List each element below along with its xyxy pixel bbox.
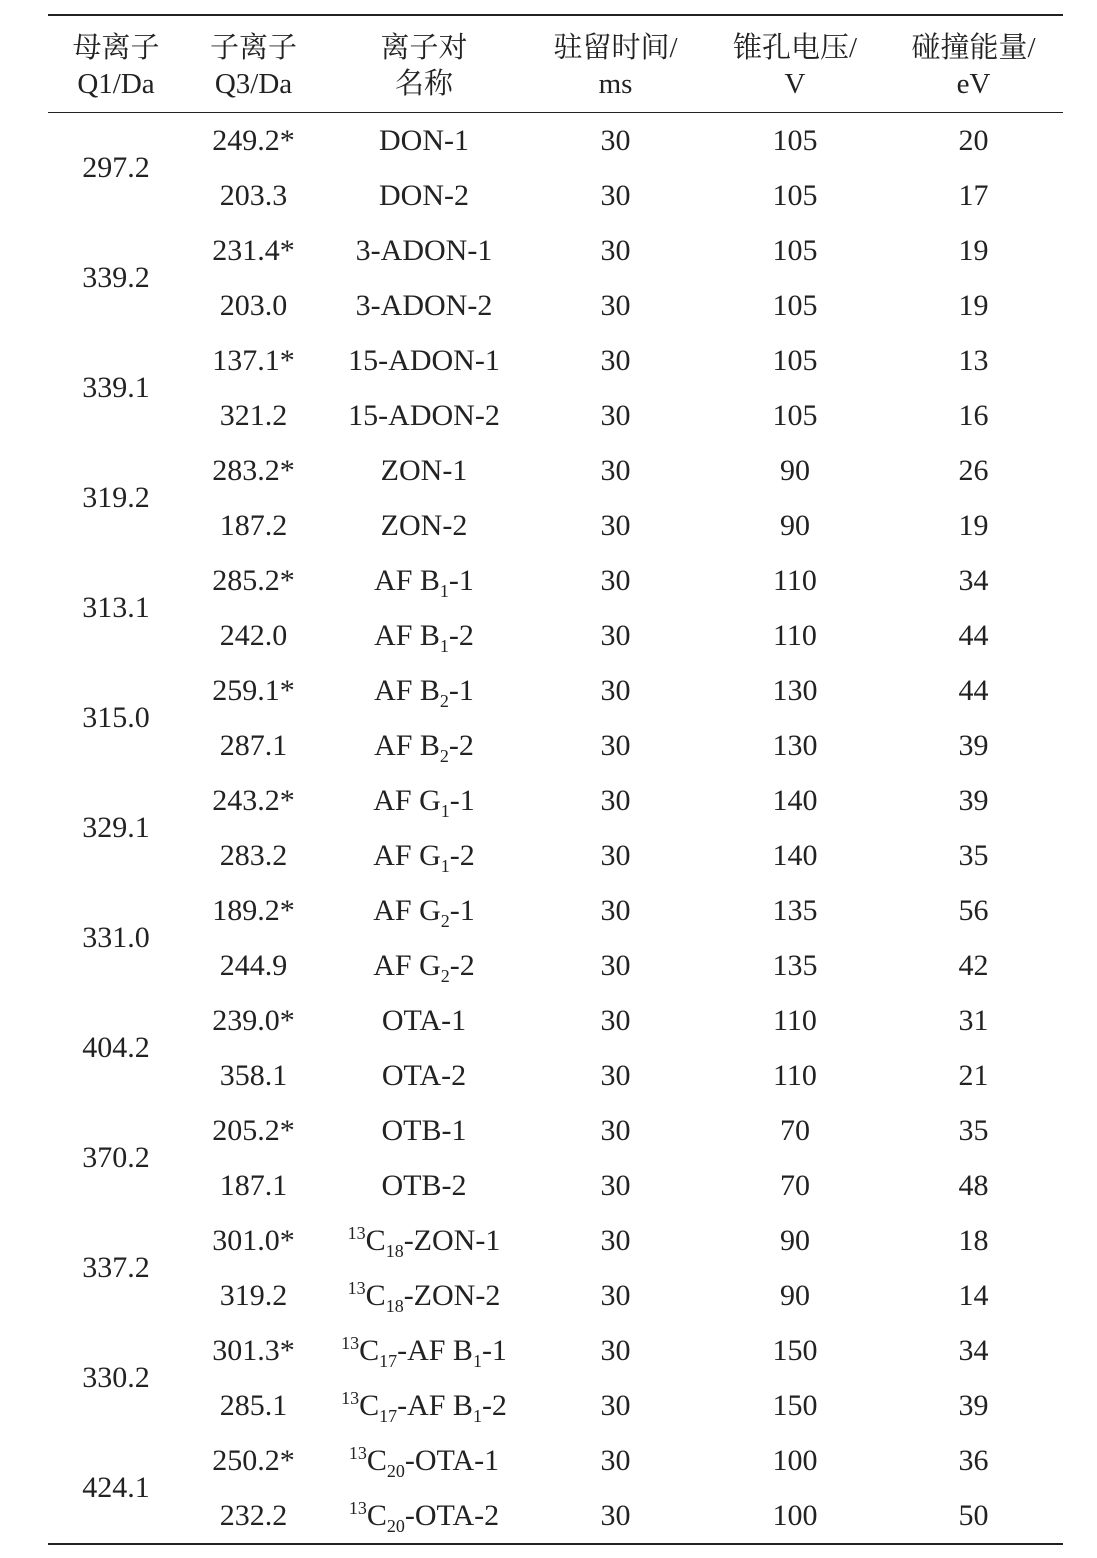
ion-pair-name-text: OTB-1 xyxy=(381,1113,467,1147)
dwell-time-cell: 30 xyxy=(600,1278,631,1312)
mrm-parameters-table xyxy=(48,14,1063,1545)
collision-energy-cell: 48 xyxy=(958,1168,989,1202)
precursor-ion-cell: 404.2 xyxy=(82,1031,150,1064)
collision-energy-cell: 20 xyxy=(958,123,989,157)
collision-energy-cell: 19 xyxy=(958,233,989,267)
ion-pair-name-cell xyxy=(323,718,525,773)
table-row xyxy=(48,938,1063,993)
product-ion-cell: 232.2 xyxy=(184,1488,323,1544)
product-ion-cell: 137.1* xyxy=(212,343,295,377)
cone-voltage-cell: 135 xyxy=(772,948,818,982)
ion-pair-name-suffix: -OTA-1 xyxy=(404,1443,500,1477)
table-row xyxy=(48,718,1063,773)
collision-energy-cell: 13 xyxy=(958,343,989,377)
table-row xyxy=(48,1378,1063,1433)
cone-voltage-cell: 100 xyxy=(772,1443,818,1477)
product-ion-cell: 285.2* xyxy=(212,563,295,597)
collision-energy-cell: 19 xyxy=(958,288,989,322)
product-ion-cell: 249.2* xyxy=(212,123,295,157)
subscript: 1 xyxy=(472,1350,482,1371)
table-body xyxy=(48,113,1063,1545)
dwell-time-cell: 30 xyxy=(600,233,631,267)
table-row xyxy=(48,168,1063,223)
ion-pair-name-text: ZON-1 xyxy=(380,453,468,487)
dwell-time-cell: 30 xyxy=(600,508,631,542)
product-ion-cell: 242.0 xyxy=(219,618,288,652)
collision-energy-cell: 44 xyxy=(958,618,989,652)
table-row xyxy=(48,663,1063,718)
ion-pair-name-cell xyxy=(323,1268,525,1323)
product-ion-cell: 287.1 xyxy=(219,728,288,762)
ion-pair-name-text: 3-ADON-1 xyxy=(355,233,493,267)
dwell-time-cell: 30 xyxy=(600,1168,631,1202)
ion-pair-name-suffix: -ZON-2 xyxy=(403,1278,501,1312)
precursor-ion-cell: 337.2 xyxy=(82,1251,150,1284)
dwell-time-cell: 30 xyxy=(600,1223,631,1257)
header-collision-energy: 碰撞能量/ eV xyxy=(884,15,1063,113)
collision-energy-cell: 56 xyxy=(958,893,989,927)
dwell-time-cell: 30 xyxy=(600,1333,631,1367)
ion-pair-name-prefix: C xyxy=(366,1498,387,1532)
precursor-ion-cell: 319.2 xyxy=(82,481,150,514)
table-row xyxy=(48,1103,1063,1158)
table-row xyxy=(48,553,1063,608)
ion-pair-name-suffix: -2 xyxy=(449,838,475,872)
table-row xyxy=(48,1048,1063,1103)
dwell-time-cell: 30 xyxy=(600,618,631,652)
ion-pair-name-prefix: AF B xyxy=(374,618,440,652)
ion-pair-name-cell xyxy=(323,168,525,223)
ion-pair-name-suffix: -1 xyxy=(448,563,474,597)
product-ion-cell: 189.2* xyxy=(212,893,295,927)
dwell-time-cell: 30 xyxy=(600,1443,631,1477)
cone-voltage-cell: 90 xyxy=(780,1223,810,1257)
ion-pair-name-cell xyxy=(323,443,525,498)
dwell-time-cell: 30 xyxy=(600,123,631,157)
ion-pair-name-text: DON-2 xyxy=(379,178,469,212)
cone-voltage-cell: 70 xyxy=(780,1113,810,1147)
dwell-time-cell: 30 xyxy=(600,288,631,322)
header-dwell-time: 驻留时间/ ms xyxy=(525,15,706,113)
precursor-ion-cell: 329.1 xyxy=(82,811,150,844)
table-row xyxy=(48,1158,1063,1213)
cone-voltage-cell: 90 xyxy=(780,1278,810,1312)
ion-pair-name-suffix: -2 xyxy=(448,618,474,652)
dwell-time-cell: 30 xyxy=(600,1058,631,1092)
ion-pair-name-prefix: AF G xyxy=(373,893,441,927)
precursor-ion-cell: 315.0 xyxy=(82,701,150,734)
precursor-ion-cell: 330.2 xyxy=(82,1361,150,1394)
ion-pair-name-cell xyxy=(323,1158,525,1213)
table-row xyxy=(48,388,1063,443)
product-ion-cell: 187.1 xyxy=(219,1168,288,1202)
ion-pair-name-cell xyxy=(323,1433,525,1488)
subscript: 2 xyxy=(439,745,449,766)
ion-pair-name-cell xyxy=(323,1103,525,1158)
cone-voltage-cell: 105 xyxy=(772,288,818,322)
ion-pair-name-cell xyxy=(323,1213,525,1268)
ion-pair-name-suffix: -1 xyxy=(449,893,475,927)
ion-pair-name-cell xyxy=(323,608,525,663)
collision-energy-cell: 26 xyxy=(958,453,989,487)
ion-pair-name-prefix: C xyxy=(359,1333,380,1367)
ion-pair-name-prefix: AF G xyxy=(373,783,441,817)
precursor-ion-cell: 339.1 xyxy=(82,371,150,404)
subscript: 1 xyxy=(472,1405,482,1426)
ion-pair-name-middle: -AF B xyxy=(397,1333,473,1367)
product-ion-cell: 244.9 xyxy=(219,948,288,982)
ion-pair-name-suffix: -2 xyxy=(448,728,474,762)
collision-energy-cell: 50 xyxy=(884,1488,1063,1544)
subscript: 1 xyxy=(440,855,450,876)
cone-voltage-cell: 140 xyxy=(772,783,818,817)
product-ion-cell: 319.2 xyxy=(219,1278,288,1312)
collision-energy-cell: 14 xyxy=(958,1278,989,1312)
header-cone-voltage: 锥孔电压/ V xyxy=(706,15,884,113)
cone-voltage-cell: 110 xyxy=(773,563,817,597)
product-ion-cell: 250.2* xyxy=(212,1443,295,1477)
subscript: 18 xyxy=(385,1295,404,1316)
cone-voltage-cell: 130 xyxy=(772,673,818,707)
product-ion-cell: 243.2* xyxy=(212,783,295,817)
collision-energy-cell: 18 xyxy=(958,1223,989,1257)
table-row xyxy=(48,278,1063,333)
subscript: 1 xyxy=(439,635,449,656)
table-row xyxy=(48,1433,1063,1488)
cone-voltage-cell: 110 xyxy=(773,1058,817,1092)
table-row xyxy=(48,993,1063,1048)
ion-pair-name-suffix: -ZON-1 xyxy=(403,1223,501,1257)
dwell-time-cell: 30 xyxy=(600,178,631,212)
table-row xyxy=(48,1323,1063,1378)
cone-voltage-cell: 70 xyxy=(780,1168,810,1202)
ion-pair-name-prefix: C xyxy=(359,1388,380,1422)
ion-pair-name-prefix: C xyxy=(365,1223,386,1257)
ion-pair-name-text: OTA-2 xyxy=(381,1058,467,1092)
product-ion-cell: 301.3* xyxy=(212,1333,295,1367)
ion-pair-name-prefix: C xyxy=(366,1443,387,1477)
ion-pair-name-cell xyxy=(323,1378,525,1433)
precursor-ion-cell: 297.2 xyxy=(82,151,150,184)
collision-energy-cell: 34 xyxy=(958,1333,989,1367)
cone-voltage-cell: 100 xyxy=(706,1488,884,1544)
collision-energy-cell: 44 xyxy=(958,673,989,707)
ion-pair-name-cell xyxy=(323,1488,525,1544)
ion-pair-name-suffix: -1 xyxy=(449,783,475,817)
cone-voltage-cell: 90 xyxy=(780,508,810,542)
table-header xyxy=(48,15,1063,113)
isotope-superscript: 13 xyxy=(341,1332,360,1353)
ion-pair-name-suffix: -2 xyxy=(449,948,475,982)
table-row xyxy=(48,828,1063,883)
ion-pair-name-cell xyxy=(323,223,525,278)
ion-pair-name-cell xyxy=(323,553,525,608)
cone-voltage-cell: 140 xyxy=(772,838,818,872)
collision-energy-cell: 35 xyxy=(958,1113,989,1147)
dwell-time-cell: 30 xyxy=(600,838,631,872)
dwell-time-cell: 30 xyxy=(600,1113,631,1147)
subscript: 17 xyxy=(379,1350,398,1371)
table-row xyxy=(48,608,1063,663)
cone-voltage-cell: 105 xyxy=(772,398,818,432)
dwell-time-cell: 30 xyxy=(600,728,631,762)
ion-pair-name-text: DON-1 xyxy=(379,123,469,157)
header-precursor-ion: 母离子 Q1/Da xyxy=(48,15,184,113)
cone-voltage-cell: 130 xyxy=(772,728,818,762)
ion-pair-name-cell xyxy=(323,993,525,1048)
ion-pair-name-cell xyxy=(323,113,525,169)
cone-voltage-cell: 110 xyxy=(773,618,817,652)
table-row xyxy=(48,1268,1063,1323)
ion-pair-name-cell xyxy=(323,388,525,443)
cone-voltage-cell: 105 xyxy=(772,123,818,157)
isotope-superscript: 13 xyxy=(348,1497,367,1518)
ion-pair-name-suffix: -1 xyxy=(481,1333,507,1367)
ion-pair-name-prefix: AF G xyxy=(373,838,441,872)
product-ion-cell: 283.2* xyxy=(212,453,295,487)
cone-voltage-cell: 150 xyxy=(772,1388,818,1422)
ion-pair-name-prefix: AF G xyxy=(373,948,441,982)
subscript: 20 xyxy=(386,1460,405,1481)
subscript: 2 xyxy=(439,690,449,711)
dwell-time-cell: 30 xyxy=(600,783,631,817)
table-row xyxy=(48,1488,1063,1544)
precursor-ion-cell: 331.0 xyxy=(82,921,150,954)
ion-pair-name-cell xyxy=(323,1323,525,1378)
product-ion-cell: 187.2 xyxy=(219,508,288,542)
dwell-time-cell: 30 xyxy=(600,1388,631,1422)
product-ion-cell: 239.0* xyxy=(212,1003,295,1037)
product-ion-cell: 321.2 xyxy=(219,398,288,432)
table-row xyxy=(48,1213,1063,1268)
isotope-superscript: 13 xyxy=(348,1442,367,1463)
collision-energy-cell: 39 xyxy=(958,728,989,762)
ion-pair-name-cell xyxy=(323,938,525,993)
product-ion-cell: 301.0* xyxy=(212,1223,295,1257)
dwell-time-cell: 30 xyxy=(600,673,631,707)
ion-pair-name-text: 15-ADON-1 xyxy=(348,343,500,377)
product-ion-cell: 203.3 xyxy=(219,178,288,212)
header-row xyxy=(48,15,1063,113)
table-row xyxy=(48,498,1063,553)
collision-energy-cell: 17 xyxy=(958,178,989,212)
ion-pair-name-cell xyxy=(323,278,525,333)
ion-pair-name-suffix: -2 xyxy=(481,1388,507,1422)
ion-pair-name-suffix: -OTA-2 xyxy=(404,1498,500,1532)
ion-pair-name-text: 3-ADON-2 xyxy=(355,288,493,322)
dwell-time-cell: 30 xyxy=(600,398,631,432)
cone-voltage-cell: 90 xyxy=(780,453,810,487)
collision-energy-cell: 21 xyxy=(958,1058,989,1092)
ion-pair-name-cell xyxy=(323,498,525,553)
collision-energy-cell: 39 xyxy=(958,783,989,817)
subscript: 1 xyxy=(440,800,450,821)
ion-pair-name-suffix: -1 xyxy=(448,673,474,707)
collision-energy-cell: 19 xyxy=(958,508,989,542)
product-ion-cell: 205.2* xyxy=(212,1113,295,1147)
subscript: 17 xyxy=(379,1405,398,1426)
dwell-time-cell: 30 xyxy=(600,893,631,927)
product-ion-cell: 259.1* xyxy=(212,673,295,707)
ion-pair-name-middle: -AF B xyxy=(397,1388,473,1422)
precursor-ion-cell: 313.1 xyxy=(82,591,150,624)
table-row xyxy=(48,333,1063,388)
ion-pair-name-cell xyxy=(323,828,525,883)
dwell-time-cell: 30 xyxy=(600,453,631,487)
isotope-superscript: 13 xyxy=(341,1387,360,1408)
subscript: 2 xyxy=(440,965,450,986)
cone-voltage-cell: 105 xyxy=(772,343,818,377)
ion-pair-name-prefix: C xyxy=(365,1278,386,1312)
table-row xyxy=(48,773,1063,828)
ion-pair-name-cell xyxy=(323,773,525,828)
cone-voltage-cell: 105 xyxy=(772,233,818,267)
ion-pair-name-text: 15-ADON-2 xyxy=(348,398,500,432)
product-ion-cell: 231.4* xyxy=(212,233,295,267)
cone-voltage-cell: 105 xyxy=(772,178,818,212)
cone-voltage-cell: 150 xyxy=(772,1333,818,1367)
subscript: 20 xyxy=(386,1515,405,1536)
ion-pair-name-cell xyxy=(323,1048,525,1103)
dwell-time-cell: 30 xyxy=(600,563,631,597)
product-ion-cell: 358.1 xyxy=(219,1058,288,1092)
ion-pair-name-cell xyxy=(323,333,525,388)
collision-energy-cell: 35 xyxy=(958,838,989,872)
dwell-time-cell: 30 xyxy=(525,1488,706,1544)
subscript: 1 xyxy=(439,580,449,601)
precursor-ion-cell: 339.2 xyxy=(82,261,150,294)
isotope-superscript: 13 xyxy=(347,1222,366,1243)
ion-pair-name-text: OTA-1 xyxy=(381,1003,467,1037)
cone-voltage-cell: 110 xyxy=(773,1003,817,1037)
precursor-ion-cell: 424.1 xyxy=(48,1433,184,1544)
table-row xyxy=(48,113,1063,169)
subscript: 2 xyxy=(440,910,450,931)
ion-pair-name-cell xyxy=(323,663,525,718)
header-product-ion: 子离子 Q3/Da xyxy=(184,15,323,113)
collision-energy-cell: 31 xyxy=(958,1003,989,1037)
product-ion-cell: 285.1 xyxy=(219,1388,288,1422)
collision-energy-cell: 36 xyxy=(958,1443,989,1477)
ion-pair-name-text: ZON-2 xyxy=(380,508,468,542)
collision-energy-cell: 42 xyxy=(958,948,989,982)
isotope-superscript: 13 xyxy=(347,1277,366,1298)
collision-energy-cell: 34 xyxy=(958,563,989,597)
dwell-time-cell: 30 xyxy=(600,948,631,982)
ion-pair-name-prefix: AF B xyxy=(374,728,440,762)
subscript: 18 xyxy=(385,1240,404,1261)
dwell-time-cell: 30 xyxy=(600,343,631,377)
product-ion-cell: 203.0 xyxy=(219,288,288,322)
collision-energy-cell: 16 xyxy=(958,398,989,432)
table-row xyxy=(48,443,1063,498)
table-row xyxy=(48,223,1063,278)
precursor-ion-cell: 370.2 xyxy=(82,1141,150,1174)
ion-pair-name-prefix: AF B xyxy=(374,673,440,707)
cone-voltage-cell: 135 xyxy=(772,893,818,927)
header-ion-pair-name: 离子对 名称 xyxy=(323,15,525,113)
collision-energy-cell: 39 xyxy=(958,1388,989,1422)
dwell-time-cell: 30 xyxy=(600,1003,631,1037)
table-row xyxy=(48,883,1063,938)
ion-pair-name-cell xyxy=(323,883,525,938)
ion-pair-name-prefix: AF B xyxy=(374,563,440,597)
product-ion-cell: 283.2 xyxy=(219,838,288,872)
ion-pair-name-text: OTB-2 xyxy=(381,1168,467,1202)
